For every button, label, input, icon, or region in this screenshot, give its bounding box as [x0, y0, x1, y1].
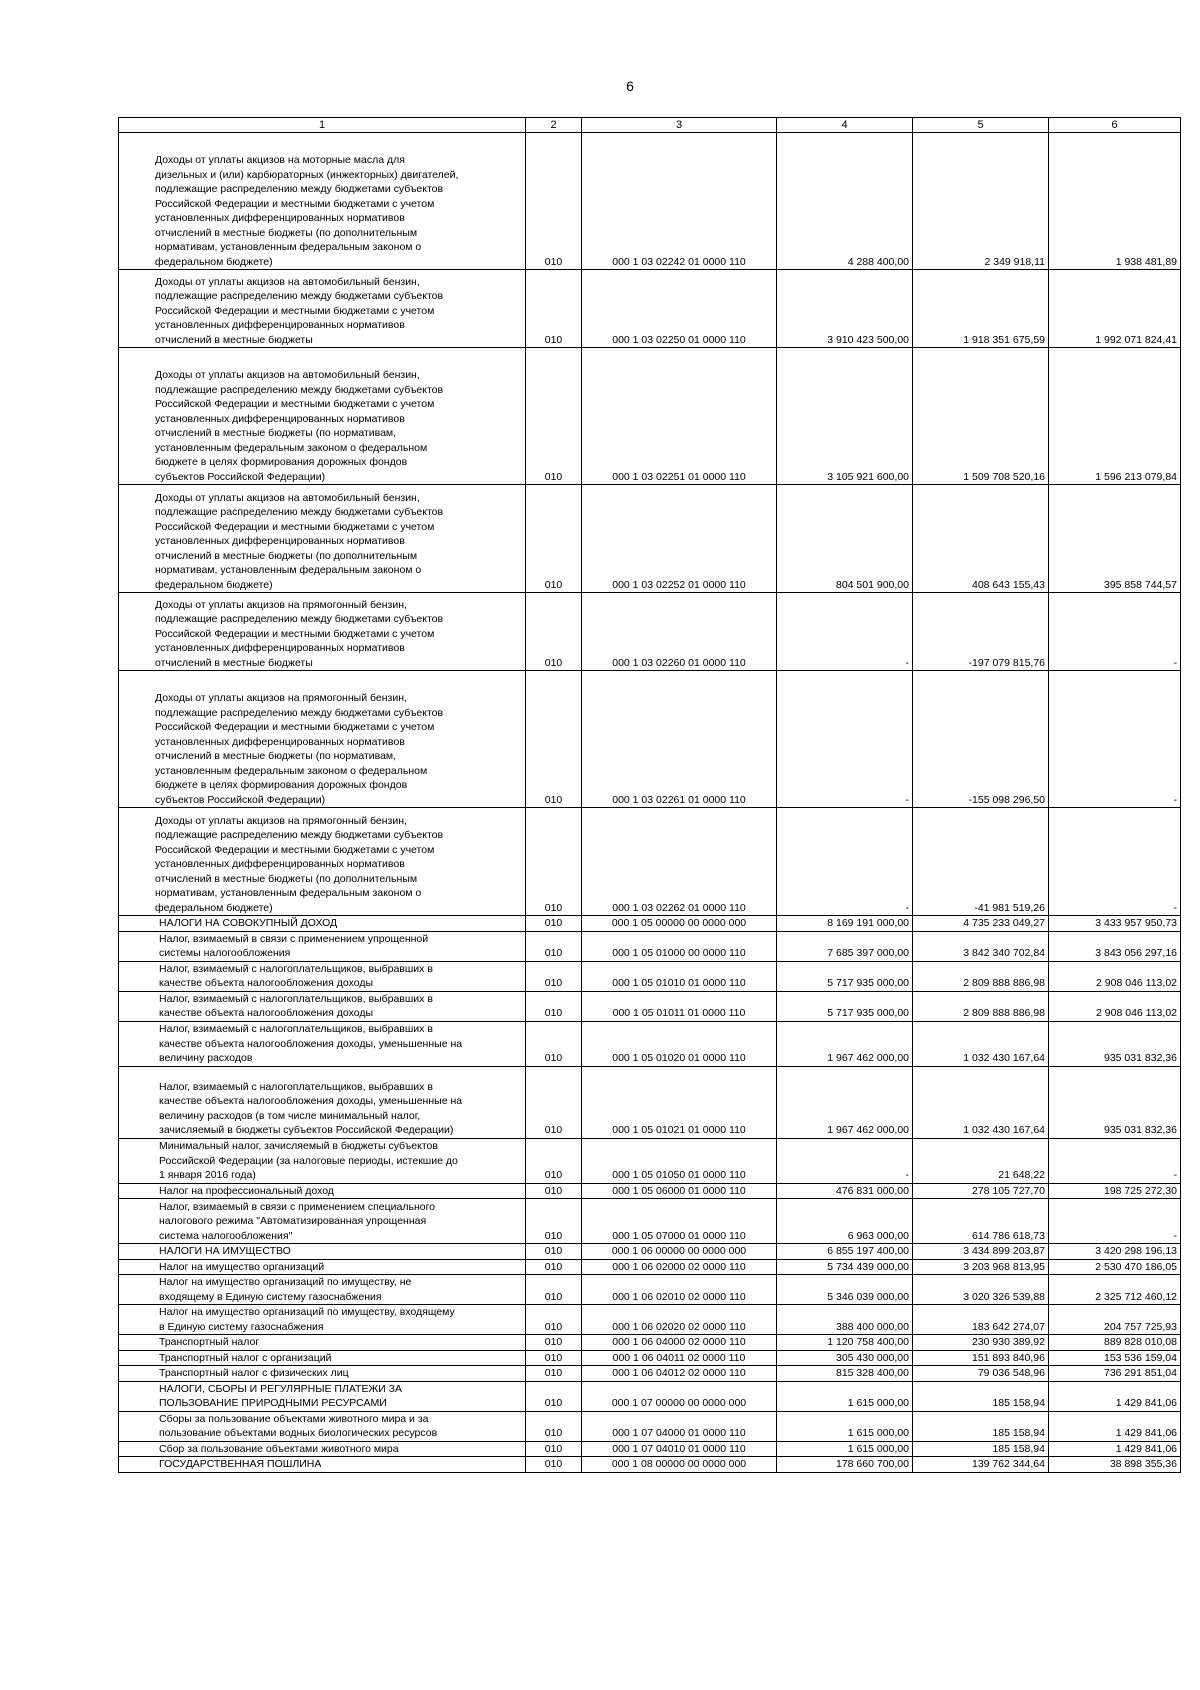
row-col6-value-cell: 3 420 298 196,13: [1049, 1244, 1181, 1260]
row-name-cell: Доходы от уплаты акцизов на автомобильный бензин, подлежащие распределению между бюджетами субъектов Российской Федерации и местными бюджетами с учетом установленных дифференцированных нормативов отчислений в местные бюджеты: [119, 270, 526, 348]
row-name-cell: Доходы от уплаты акцизов на прямогонный бензин, подлежащие распределению между бюджетами субъектов Российской Федерации и местными бюджетами с учетом установленных дифференцированных нормативов отчислений в местные бюджеты: [119, 593, 526, 671]
row-budget-code-cell: 000 1 05 01021 01 0000 110: [582, 1066, 777, 1138]
row-budget-code-cell: 000 1 05 01010 01 0000 110: [582, 961, 777, 991]
row-col6-value-cell: 38 898 355,36: [1049, 1457, 1181, 1473]
table-row: [119, 1199, 1181, 1244]
row-name-cell: Доходы от уплаты акцизов на прямогонный бензин, подлежащие распределению между бюджетами субъектов Российской Федерации и местными бюджетами с учетом установленных дифференцированных нормативов отчислений в местные бюджеты (по дополнительным нормативам, установленным федеральным законом о федеральном бюджете): [119, 808, 526, 916]
row-line-code-cell: 010: [526, 1366, 582, 1382]
row-col6-value-cell: -: [1049, 593, 1181, 671]
row-budget-code-cell: 000 1 06 04011 02 0000 110: [582, 1350, 777, 1366]
row-col5-value-cell: -197 079 815,76: [913, 593, 1049, 671]
row-budget-code-cell: 000 1 07 04010 01 0000 110: [582, 1441, 777, 1457]
row-budget-code-cell: 000 1 03 02242 01 0000 110: [582, 133, 777, 270]
row-col5-value-cell: -155 098 296,50: [913, 671, 1049, 808]
row-line-code-cell: 010: [526, 931, 582, 961]
row-col5-value-cell: 1 032 430 167,64: [913, 1021, 1049, 1066]
row-budget-code-cell: 000 1 06 04012 02 0000 110: [582, 1366, 777, 1382]
row-col5-value-cell: 185 158,94: [913, 1411, 1049, 1441]
row-col6-value-cell: 935 031 832,36: [1049, 1066, 1181, 1138]
row-name-cell: Сборы за пользование объектами животного мира и за пользование объектами водных биологических ресурсов: [119, 1411, 526, 1441]
row-col5-value-cell: 614 786 618,73: [913, 1199, 1049, 1244]
row-col4-value-cell: 5 346 039 000,00: [777, 1275, 913, 1305]
row-name-cell: Доходы от уплаты акцизов на автомобильный бензин, подлежащие распределению между бюджетами субъектов Российской Федерации и местными бюджетами с учетом установленных дифференцированных нормативов отчислений в местные бюджеты (по дополнительным нормативам, установленным федеральным законом о федеральном бюджете): [119, 485, 526, 593]
table-row: [119, 1066, 1181, 1138]
row-col5-value-cell: 230 930 389,92: [913, 1335, 1049, 1351]
table-row: [119, 1441, 1181, 1457]
row-col5-value-cell: 151 893 840,96: [913, 1350, 1049, 1366]
table-body: [119, 133, 1181, 1473]
row-col5-value-cell: 2 809 888 886,98: [913, 961, 1049, 991]
row-line-code-cell: 010: [526, 916, 582, 932]
row-line-code-cell: 010: [526, 348, 582, 485]
row-col4-value-cell: 388 400 000,00: [777, 1305, 913, 1335]
row-col5-value-cell: 1 509 708 520,16: [913, 348, 1049, 485]
row-name-cell: Налог, взимаемый с налогоплательщиков, выбравших в качестве объекта налогообложения доходы, уменьшенные на величину расходов: [119, 1021, 526, 1066]
row-col5-value-cell: 1 032 430 167,64: [913, 1066, 1049, 1138]
row-col5-value-cell: 2 809 888 886,98: [913, 991, 1049, 1021]
row-col4-value-cell: 476 831 000,00: [777, 1183, 913, 1199]
row-col4-value-cell: 5 717 935 000,00: [777, 991, 913, 1021]
row-col4-value-cell: 815 328 400,00: [777, 1366, 913, 1382]
row-col4-value-cell: 1 615 000,00: [777, 1381, 913, 1411]
row-budget-code-cell: 000 1 05 06000 01 0000 110: [582, 1183, 777, 1199]
table-row: [119, 991, 1181, 1021]
row-col6-value-cell: 204 757 725,93: [1049, 1305, 1181, 1335]
row-budget-code-cell: 000 1 08 00000 00 0000 000: [582, 1457, 777, 1473]
row-col6-value-cell: 395 858 744,57: [1049, 485, 1181, 593]
row-col4-value-cell: 5 734 439 000,00: [777, 1259, 913, 1275]
header-col-4: 4: [777, 118, 913, 133]
row-name-cell: Налог, взимаемый с налогоплательщиков, выбравших в качестве объекта налогообложения доходы, уменьшенные на величину расходов (в том числе минимальный налог, зачисляемый в бюджеты субъектов Российской Федерации): [119, 1066, 526, 1138]
row-col5-value-cell: 4 735 233 049,27: [913, 916, 1049, 932]
row-line-code-cell: 010: [526, 1138, 582, 1183]
row-col6-value-cell: 1 429 841,06: [1049, 1411, 1181, 1441]
row-budget-code-cell: 000 1 06 02000 02 0000 110: [582, 1259, 777, 1275]
row-name-cell: ГОСУДАРСТВЕННАЯ ПОШЛИНА: [119, 1457, 526, 1473]
row-col4-value-cell: -: [777, 808, 913, 916]
table-row: [119, 1381, 1181, 1411]
header-col-6: 6: [1049, 118, 1181, 133]
row-line-code-cell: 010: [526, 270, 582, 348]
row-name-cell: Транспортный налог с физических лиц: [119, 1366, 526, 1382]
row-line-code-cell: 010: [526, 991, 582, 1021]
row-budget-code-cell: 000 1 07 00000 00 0000 000: [582, 1381, 777, 1411]
row-col5-value-cell: 3 020 326 539,88: [913, 1275, 1049, 1305]
row-col5-value-cell: 3 434 899 203,87: [913, 1244, 1049, 1260]
row-col6-value-cell: 1 938 481,89: [1049, 133, 1181, 270]
row-col6-value-cell: -: [1049, 1199, 1181, 1244]
row-name-cell: Налог на имущество организаций по имуществу, входящему в Единую систему газоснабжения: [119, 1305, 526, 1335]
row-line-code-cell: 010: [526, 671, 582, 808]
row-budget-code-cell: 000 1 05 01050 01 0000 110: [582, 1138, 777, 1183]
table-row: [119, 1259, 1181, 1275]
row-budget-code-cell: 000 1 03 02252 01 0000 110: [582, 485, 777, 593]
row-col6-value-cell: 889 828 010,08: [1049, 1335, 1181, 1351]
header-col-2: 2: [526, 118, 582, 133]
header-col-3: 3: [582, 118, 777, 133]
row-name-cell: Минимальный налог, зачисляемый в бюджеты субъектов Российской Федерации (за налоговые периоды, истекшие до 1 января 2016 года): [119, 1138, 526, 1183]
row-col6-value-cell: 153 536 159,04: [1049, 1350, 1181, 1366]
page-number: 6: [626, 78, 634, 94]
table-row: [119, 1305, 1181, 1335]
table-row: [119, 1244, 1181, 1260]
row-col5-value-cell: 3 203 968 813,95: [913, 1259, 1049, 1275]
row-budget-code-cell: 000 1 05 01000 00 0000 110: [582, 931, 777, 961]
table-row: [119, 485, 1181, 593]
row-col4-value-cell: 8 169 191 000,00: [777, 916, 913, 932]
row-line-code-cell: 010: [526, 1457, 582, 1473]
row-col6-value-cell: -: [1049, 671, 1181, 808]
table-row: [119, 1021, 1181, 1066]
row-name-cell: Налог на имущество организаций по имуществу, не входящему в Единую систему газоснабжения: [119, 1275, 526, 1305]
header-col-5: 5: [913, 118, 1049, 133]
row-budget-code-cell: 000 1 05 01011 01 0000 110: [582, 991, 777, 1021]
row-col4-value-cell: 1 615 000,00: [777, 1411, 913, 1441]
row-col4-value-cell: 1 967 462 000,00: [777, 1066, 913, 1138]
row-col4-value-cell: 7 685 397 000,00: [777, 931, 913, 961]
row-col4-value-cell: 178 660 700,00: [777, 1457, 913, 1473]
row-line-code-cell: 010: [526, 808, 582, 916]
row-col6-value-cell: 3 843 056 297,16: [1049, 931, 1181, 961]
row-budget-code-cell: 000 1 03 02251 01 0000 110: [582, 348, 777, 485]
row-line-code-cell: 010: [526, 1244, 582, 1260]
row-budget-code-cell: 000 1 07 04000 01 0000 110: [582, 1411, 777, 1441]
row-col4-value-cell: -: [777, 671, 913, 808]
row-name-cell: Налог, взимаемый в связи с применением специального налогового режима "Автоматизированная упрощенная система налогообложения": [119, 1199, 526, 1244]
row-name-cell: Доходы от уплаты акцизов на моторные масла для дизельных и (или) карбюраторных (инжекторных) двигателей, подлежащие распределению между бюджетами субъектов Российской Федерации и местными бюджетами с учетом установленных дифференцированных нормативов отчислений в местные бюджеты (по дополнительным нормативам, установленным федеральным законом о федеральном бюджете): [119, 133, 526, 270]
row-budget-code-cell: 000 1 05 01020 01 0000 110: [582, 1021, 777, 1066]
row-line-code-cell: 010: [526, 1259, 582, 1275]
row-col6-value-cell: 2 908 046 113,02: [1049, 961, 1181, 991]
row-col4-value-cell: 804 501 900,00: [777, 485, 913, 593]
row-col5-value-cell: 408 643 155,43: [913, 485, 1049, 593]
row-col4-value-cell: 1 967 462 000,00: [777, 1021, 913, 1066]
row-col6-value-cell: -: [1049, 1138, 1181, 1183]
table-row: [119, 1335, 1181, 1351]
row-col5-value-cell: 1 918 351 675,59: [913, 270, 1049, 348]
row-col4-value-cell: 3 105 921 600,00: [777, 348, 913, 485]
table-row: [119, 593, 1181, 671]
row-col4-value-cell: 4 288 400,00: [777, 133, 913, 270]
row-col5-value-cell: 183 642 274,07: [913, 1305, 1049, 1335]
row-col6-value-cell: 1 429 841,06: [1049, 1381, 1181, 1411]
row-line-code-cell: 010: [526, 1441, 582, 1457]
row-col6-value-cell: 198 725 272,30: [1049, 1183, 1181, 1199]
table-row: [119, 671, 1181, 808]
header-row: [119, 118, 1181, 133]
row-line-code-cell: 010: [526, 1066, 582, 1138]
row-col6-value-cell: 1 596 213 079,84: [1049, 348, 1181, 485]
row-budget-code-cell: 000 1 03 02250 01 0000 110: [582, 270, 777, 348]
row-line-code-cell: 010: [526, 1305, 582, 1335]
table-row: [119, 1183, 1181, 1199]
row-col4-value-cell: 1 615 000,00: [777, 1441, 913, 1457]
row-col6-value-cell: 736 291 851,04: [1049, 1366, 1181, 1382]
revenue-table: [118, 117, 1181, 1473]
table-row: [119, 1275, 1181, 1305]
row-name-cell: Сбор за пользование объектами животного мира: [119, 1441, 526, 1457]
row-col5-value-cell: 139 762 344,64: [913, 1457, 1049, 1473]
row-col6-value-cell: 2 530 470 186,05: [1049, 1259, 1181, 1275]
row-name-cell: Транспортный налог с организаций: [119, 1350, 526, 1366]
row-budget-code-cell: 000 1 06 00000 00 0000 000: [582, 1244, 777, 1260]
row-name-cell: Транспортный налог: [119, 1335, 526, 1351]
table-row: [119, 916, 1181, 932]
row-line-code-cell: 010: [526, 1411, 582, 1441]
row-col4-value-cell: 6 855 197 400,00: [777, 1244, 913, 1260]
row-col5-value-cell: 79 036 548,96: [913, 1366, 1049, 1382]
row-name-cell: Налог, взимаемый в связи с применением упрощенной системы налогообложения: [119, 931, 526, 961]
row-col6-value-cell: 1 992 071 824,41: [1049, 270, 1181, 348]
row-col6-value-cell: -: [1049, 808, 1181, 916]
row-name-cell: Доходы от уплаты акцизов на автомобильный бензин, подлежащие распределению между бюджетами субъектов Российской Федерации и местными бюджетами с учетом установленных дифференцированных нормативов отчислений в местные бюджеты (по нормативам, установленным федеральным законом о федеральном бюджете в целях формирования дорожных фондов субъектов Российской Федерации): [119, 348, 526, 485]
row-col6-value-cell: 2 325 712 460,12: [1049, 1275, 1181, 1305]
row-col4-value-cell: 305 430 000,00: [777, 1350, 913, 1366]
row-col4-value-cell: -: [777, 1138, 913, 1183]
row-name-cell: Налог на имущество организаций: [119, 1259, 526, 1275]
table-row: [119, 931, 1181, 961]
table-row: [119, 348, 1181, 485]
row-budget-code-cell: 000 1 06 02020 02 0000 110: [582, 1305, 777, 1335]
row-col6-value-cell: 3 433 957 950,73: [1049, 916, 1181, 932]
row-line-code-cell: 010: [526, 1335, 582, 1351]
row-name-cell: Доходы от уплаты акцизов на прямогонный бензин, подлежащие распределению между бюджетами субъектов Российской Федерации и местными бюджетами с учетом установленных дифференцированных нормативов отчислений в местные бюджеты (по нормативам, установленным федеральным законом о федеральном бюджете в целях формирования дорожных фондов субъектов Российской Федерации): [119, 671, 526, 808]
row-col5-value-cell: -41 981 519,26: [913, 808, 1049, 916]
table-row: [119, 270, 1181, 348]
row-budget-code-cell: 000 1 03 02261 01 0000 110: [582, 671, 777, 808]
table-row: [119, 1350, 1181, 1366]
row-col6-value-cell: 1 429 841,06: [1049, 1441, 1181, 1457]
row-line-code-cell: 010: [526, 961, 582, 991]
row-budget-code-cell: 000 1 05 00000 00 0000 000: [582, 916, 777, 932]
table-row: [119, 1138, 1181, 1183]
row-name-cell: НАЛОГИ НА ИМУЩЕСТВО: [119, 1244, 526, 1260]
row-name-cell: НАЛОГИ НА СОВОКУПНЫЙ ДОХОД: [119, 916, 526, 932]
row-name-cell: Налог, взимаемый с налогоплательщиков, выбравших в качестве объекта налогообложения доходы: [119, 961, 526, 991]
row-col5-value-cell: 2 349 918,11: [913, 133, 1049, 270]
row-line-code-cell: 010: [526, 1183, 582, 1199]
row-line-code-cell: 010: [526, 1350, 582, 1366]
row-name-cell: Налог на профессиональный доход: [119, 1183, 526, 1199]
row-budget-code-cell: 000 1 03 02262 01 0000 110: [582, 808, 777, 916]
row-col5-value-cell: 3 842 340 702,84: [913, 931, 1049, 961]
row-budget-code-cell: 000 1 03 02260 01 0000 110: [582, 593, 777, 671]
row-line-code-cell: 010: [526, 1381, 582, 1411]
row-col5-value-cell: 185 158,94: [913, 1441, 1049, 1457]
table-row: [119, 133, 1181, 270]
table-row: [119, 961, 1181, 991]
row-line-code-cell: 010: [526, 133, 582, 270]
row-line-code-cell: 010: [526, 1275, 582, 1305]
row-col4-value-cell: -: [777, 593, 913, 671]
row-budget-code-cell: 000 1 06 04000 02 0000 110: [582, 1335, 777, 1351]
row-col6-value-cell: 2 908 046 113,02: [1049, 991, 1181, 1021]
row-line-code-cell: 010: [526, 1021, 582, 1066]
row-line-code-cell: 010: [526, 593, 582, 671]
row-col5-value-cell: 21 648,22: [913, 1138, 1049, 1183]
table-row: [119, 1457, 1181, 1473]
table-row: [119, 1366, 1181, 1382]
row-budget-code-cell: 000 1 06 02010 02 0000 110: [582, 1275, 777, 1305]
row-name-cell: Налог, взимаемый с налогоплательщиков, выбравших в качестве объекта налогообложения доходы: [119, 991, 526, 1021]
row-line-code-cell: 010: [526, 485, 582, 593]
header-col-1: 1: [119, 118, 526, 133]
table-row: [119, 1411, 1181, 1441]
row-col5-value-cell: 278 105 727,70: [913, 1183, 1049, 1199]
table-row: [119, 808, 1181, 916]
row-budget-code-cell: 000 1 05 07000 01 0000 110: [582, 1199, 777, 1244]
row-col6-value-cell: 935 031 832,36: [1049, 1021, 1181, 1066]
row-col5-value-cell: 185 158,94: [913, 1381, 1049, 1411]
row-col4-value-cell: 1 120 758 400,00: [777, 1335, 913, 1351]
row-col4-value-cell: 6 963 000,00: [777, 1199, 913, 1244]
row-line-code-cell: 010: [526, 1199, 582, 1244]
row-col4-value-cell: 5 717 935 000,00: [777, 961, 913, 991]
row-name-cell: НАЛОГИ, СБОРЫ И РЕГУЛЯРНЫЕ ПЛАТЕЖИ ЗА ПОЛЬЗОВАНИЕ ПРИРОДНЫМИ РЕСУРСАМИ: [119, 1381, 526, 1411]
row-col4-value-cell: 3 910 423 500,00: [777, 270, 913, 348]
